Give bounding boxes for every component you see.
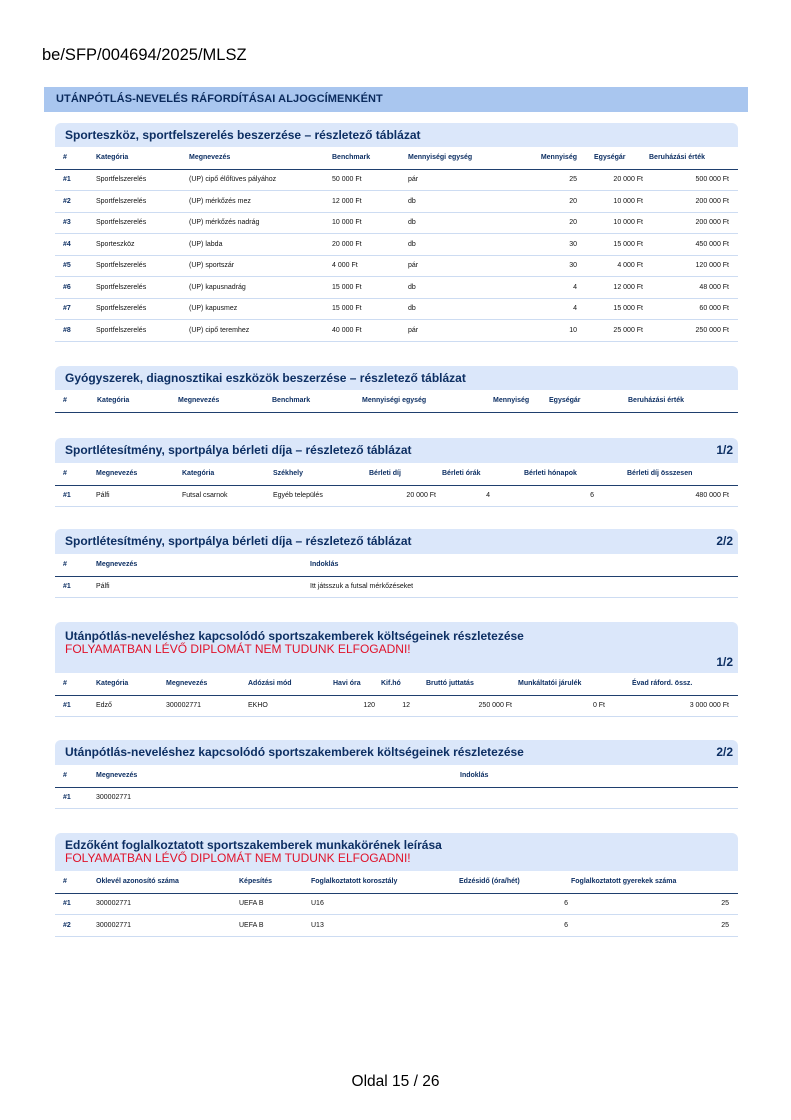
cell-name: Pálfi: [93, 576, 307, 598]
col-header-benchmark: Benchmark: [269, 390, 359, 412]
table-row: [55, 298, 738, 320]
facility-rent-section-2: [55, 529, 738, 598]
cell-index: #7: [55, 298, 93, 320]
col-header-location: Székhely: [270, 463, 366, 485]
col-header-quantity: Mennyiség: [510, 147, 580, 169]
facility-rent-title-2: Sportlétesítmény, sportpálya bérleti díja – részletező táblázat 2/2: [55, 529, 738, 554]
table-header-row: [55, 765, 738, 787]
cell-value: 48 000 Ft: [646, 277, 738, 299]
cell-value: 450 000 Ft: [646, 234, 738, 256]
col-header-category: Kategória: [93, 147, 186, 169]
cell-value: 60 000 Ft: [646, 298, 738, 320]
medical-table: [55, 390, 738, 413]
cell-unit-price: 25 000 Ft: [580, 320, 646, 342]
sport-equipment-table: [55, 147, 738, 342]
cell-benchmark: 15 000 Ft: [329, 277, 405, 299]
cell-unit-price: 4 000 Ft: [580, 255, 646, 277]
cell-quantity: 20: [510, 191, 580, 213]
col-header-index: #: [55, 554, 93, 576]
facility-rent-table-1: [55, 463, 738, 507]
cell-index: #1: [55, 485, 93, 507]
col-header-quantity: Mennyiség: [490, 390, 546, 412]
table-header-row: [55, 390, 738, 412]
main-section-header: UTÁNPÓTLÁS-NEVELÉS RÁFORDÍTÁSAI ALJOGCÍMENKÉNT: [44, 87, 748, 112]
table-row: [55, 485, 738, 507]
table-header-row: [55, 147, 738, 169]
col-header-index: #: [55, 390, 94, 412]
cell-quantity: 4: [510, 277, 580, 299]
coach-roles-section: [55, 833, 738, 937]
cell-index: #1: [55, 576, 93, 598]
col-header-children-count: Foglalkoztatott gyerekek száma: [568, 871, 738, 893]
cell-category: Futsal csarnok: [179, 485, 270, 507]
table-row: [55, 255, 738, 277]
cell-gross-pay: 250 000 Ft: [423, 695, 515, 717]
cell-index: #1: [55, 169, 93, 191]
table-row: [55, 320, 738, 342]
cell-location: Egyéb település: [270, 485, 366, 507]
table-row: [55, 893, 738, 915]
col-header-category: Kategória: [93, 673, 163, 695]
cell-monthly-hours: 120: [330, 695, 378, 717]
cell-category: Sportfelszerelés: [93, 255, 186, 277]
cell-index: #1: [55, 695, 93, 717]
col-header-category: Kategória: [94, 390, 175, 412]
sport-equipment-title: Sporteszköz, sportfelszerelés beszerzése – részletező táblázat: [55, 123, 738, 147]
cell-category: Edző: [93, 695, 163, 717]
sport-equipment-section: [55, 123, 738, 342]
col-header-index: #: [55, 463, 93, 485]
col-header-age-group: Foglalkoztatott korosztály: [308, 871, 456, 893]
cell-rent-fee: 20 000 Ft: [366, 485, 439, 507]
table-row: [55, 915, 738, 937]
cell-name: (UP) cipő teremhez: [186, 320, 329, 342]
table-header-row: [55, 871, 738, 893]
cell-value: 200 000 Ft: [646, 212, 738, 234]
col-header-gross-pay: Bruttó juttatás: [423, 673, 515, 695]
cell-category: Sportfelszerelés: [93, 212, 186, 234]
cell-age-group: U16: [308, 893, 456, 915]
cell-justification: Itt játsszuk a futsal mérkőzéseket: [307, 576, 738, 598]
staff-costs-section-2: [55, 740, 738, 809]
cell-category: Sportfelszerelés: [93, 298, 186, 320]
col-header-rent-total: Bérleti díj összesen: [624, 463, 738, 485]
facility-rent-table-2: [55, 554, 738, 598]
cell-age-group: U13: [308, 915, 456, 937]
cell-name: (UP) cipő élőfüves pályához: [186, 169, 329, 191]
table-header-row: [55, 463, 738, 485]
warning-text: FOLYAMATBAN LÉVŐ DIPLOMÁT NEM TUDUNK ELFOGADNI!: [65, 642, 411, 656]
col-header-rent-months: Bérleti hónapok: [521, 463, 624, 485]
cell-index: #1: [55, 893, 93, 915]
col-header-certificate-id: Oklevél azonosító száma: [93, 871, 236, 893]
cell-unit-price: 15 000 Ft: [580, 298, 646, 320]
cell-children-count: 25: [568, 915, 738, 937]
staff-costs-table-1: [55, 673, 738, 717]
cell-rent-months: 6: [521, 485, 624, 507]
table-row: [55, 576, 738, 598]
cell-children-count: 25: [568, 893, 738, 915]
col-header-unit: Mennyiségi egység: [359, 390, 490, 412]
col-header-tax-mode: Adózási mód: [245, 673, 330, 695]
col-header-index: #: [55, 765, 93, 787]
cell-unit: db: [405, 234, 510, 256]
cell-unit-price: 12 000 Ft: [580, 277, 646, 299]
col-header-name: Megnevezés: [163, 673, 245, 695]
cell-qualification: UEFA B: [236, 893, 308, 915]
col-header-unit-price: Egységár: [546, 390, 625, 412]
col-header-employer-contribution: Munkáltatói járulék: [515, 673, 629, 695]
page-indicator: 1/2: [716, 443, 733, 457]
cell-benchmark: 15 000 Ft: [329, 298, 405, 320]
col-header-justification: Indoklás: [457, 765, 738, 787]
cell-training-time: 6: [456, 893, 568, 915]
col-header-index: #: [55, 871, 93, 893]
cell-benchmark: 4 000 Ft: [329, 255, 405, 277]
table-header-row: [55, 673, 738, 695]
table-row: [55, 212, 738, 234]
col-header-training-time: Edzésidő (óra/hét): [456, 871, 568, 893]
coach-roles-title: Edzőként foglalkoztatott sportszakemberek munkakörének leírása FOLYAMATBAN LÉVŐ DIPLOMÁT NEM TUDUNK ELFOGADNI!: [55, 833, 738, 871]
cell-index: #3: [55, 212, 93, 234]
col-header-value: Beruházási érték: [646, 147, 738, 169]
table-row: [55, 169, 738, 191]
cell-unit: pár: [405, 320, 510, 342]
cell-name: (UP) kapusnadrág: [186, 277, 329, 299]
facility-rent-title-1: Sportlétesítmény, sportpálya bérleti díja – részletező táblázat 1/2: [55, 438, 738, 463]
cell-category: Sporteszköz: [93, 234, 186, 256]
cell-quantity: 4: [510, 298, 580, 320]
staff-costs-title-2: Utánpótlás-neveléshez kapcsolódó sportszakemberek költségeinek részletezése 2/2: [55, 740, 738, 765]
cell-value: 120 000 Ft: [646, 255, 738, 277]
coach-roles-table: [55, 871, 738, 937]
cell-name: (UP) kapusmez: [186, 298, 329, 320]
cell-benchmark: 50 000 Ft: [329, 169, 405, 191]
col-header-unit-price: Egységár: [580, 147, 646, 169]
cell-quantity: 10: [510, 320, 580, 342]
cell-benchmark: 10 000 Ft: [329, 212, 405, 234]
staff-costs-title-1: Utánpótlás-neveléshez kapcsolódó sportszakemberek költségeinek részletezése FOLYAMATBAN LÉVŐ DIPLOMÁT NEM TUDUNK ELFOGADNI! 1/2: [55, 622, 738, 673]
col-header-rent-fee: Bérleti díj: [366, 463, 439, 485]
cell-value: 200 000 Ft: [646, 191, 738, 213]
col-header-index: #: [55, 147, 93, 169]
cell-index: #5: [55, 255, 93, 277]
cell-category: Sportfelszerelés: [93, 277, 186, 299]
cell-season-total: 3 000 000 Ft: [629, 695, 738, 717]
cell-unit: pár: [405, 255, 510, 277]
cell-name: (UP) mérkőzés mez: [186, 191, 329, 213]
table-header-row: [55, 554, 738, 576]
cell-benchmark: 40 000 Ft: [329, 320, 405, 342]
cell-name: (UP) labda: [186, 234, 329, 256]
cell-index: #8: [55, 320, 93, 342]
page-indicator: 2/2: [716, 534, 733, 548]
col-header-value: Beruházási érték: [625, 390, 738, 412]
cell-category: Sportfelszerelés: [93, 169, 186, 191]
table-row: [55, 695, 738, 717]
cell-unit: db: [405, 191, 510, 213]
col-header-name: Megnevezés: [93, 765, 457, 787]
cell-qualification: UEFA B: [236, 915, 308, 937]
cell-category: Sportfelszerelés: [93, 320, 186, 342]
cell-name: 300002771: [163, 695, 245, 717]
cell-value: 500 000 Ft: [646, 169, 738, 191]
table-row: [55, 277, 738, 299]
cell-quantity: 30: [510, 234, 580, 256]
cell-benchmark: 12 000 Ft: [329, 191, 405, 213]
warning-text: FOLYAMATBAN LÉVŐ DIPLOMÁT NEM TUDUNK ELFOGADNI!: [65, 851, 411, 865]
cell-name: (UP) mérkőzés nadrág: [186, 212, 329, 234]
cell-certificate-id: 300002771: [93, 893, 236, 915]
cell-quantity: 30: [510, 255, 580, 277]
cell-value: 250 000 Ft: [646, 320, 738, 342]
cell-unit-price: 20 000 Ft: [580, 169, 646, 191]
cell-paid-months: 12: [378, 695, 423, 717]
cell-index: #1: [55, 787, 93, 809]
cell-index: #6: [55, 277, 93, 299]
cell-index: #2: [55, 915, 93, 937]
cell-index: #2: [55, 191, 93, 213]
cell-tax-mode: EKHO: [245, 695, 330, 717]
cell-unit-price: 15 000 Ft: [580, 234, 646, 256]
staff-costs-table-2: [55, 765, 738, 809]
col-header-paid-months: Kif.hó: [378, 673, 423, 695]
cell-name: Pálfi: [93, 485, 179, 507]
page-indicator: 1/2: [716, 655, 733, 669]
cell-certificate-id: 300002771: [93, 915, 236, 937]
cell-rent-hours: 4: [439, 485, 521, 507]
table-row: [55, 787, 738, 809]
facility-rent-section-1: [55, 438, 738, 507]
col-header-benchmark: Benchmark: [329, 147, 405, 169]
col-header-season-total: Évad ráford. össz.: [629, 673, 738, 695]
cell-category: Sportfelszerelés: [93, 191, 186, 213]
cell-unit: db: [405, 212, 510, 234]
col-header-unit: Mennyiségi egység: [405, 147, 510, 169]
col-header-index: #: [55, 673, 93, 695]
cell-quantity: 20: [510, 212, 580, 234]
col-header-rent-hours: Bérleti órák: [439, 463, 521, 485]
table-row: [55, 234, 738, 256]
medical-section: [55, 366, 738, 413]
cell-unit-price: 10 000 Ft: [580, 212, 646, 234]
staff-costs-section-1: [55, 622, 738, 717]
col-header-name: Megnevezés: [186, 147, 329, 169]
cell-training-time: 6: [456, 915, 568, 937]
table-row: [55, 191, 738, 213]
cell-justification: [457, 787, 738, 809]
cell-name: (UP) sportszár: [186, 255, 329, 277]
page-indicator: 2/2: [716, 745, 733, 759]
cell-index: #4: [55, 234, 93, 256]
col-header-justification: Indoklás: [307, 554, 738, 576]
cell-name: 300002771: [93, 787, 457, 809]
cell-quantity: 25: [510, 169, 580, 191]
col-header-monthly-hours: Havi óra: [330, 673, 378, 695]
cell-rent-total: 480 000 Ft: [624, 485, 738, 507]
cell-unit: db: [405, 298, 510, 320]
col-header-name: Megnevezés: [93, 463, 179, 485]
col-header-name: Megnevezés: [93, 554, 307, 576]
document-id: be/SFP/004694/2025/MLSZ: [42, 46, 247, 64]
page-footer: Oldal 15 / 26: [351, 1073, 440, 1090]
cell-unit: db: [405, 277, 510, 299]
cell-unit-price: 10 000 Ft: [580, 191, 646, 213]
medical-title: Gyógyszerek, diagnosztikai eszközök beszerzése – részletező táblázat: [55, 366, 738, 390]
cell-employer-contribution: 0 Ft: [515, 695, 629, 717]
col-header-qualification: Képesítés: [236, 871, 308, 893]
col-header-category: Kategória: [179, 463, 270, 485]
col-header-name: Megnevezés: [175, 390, 269, 412]
cell-benchmark: 20 000 Ft: [329, 234, 405, 256]
cell-unit: pár: [405, 169, 510, 191]
